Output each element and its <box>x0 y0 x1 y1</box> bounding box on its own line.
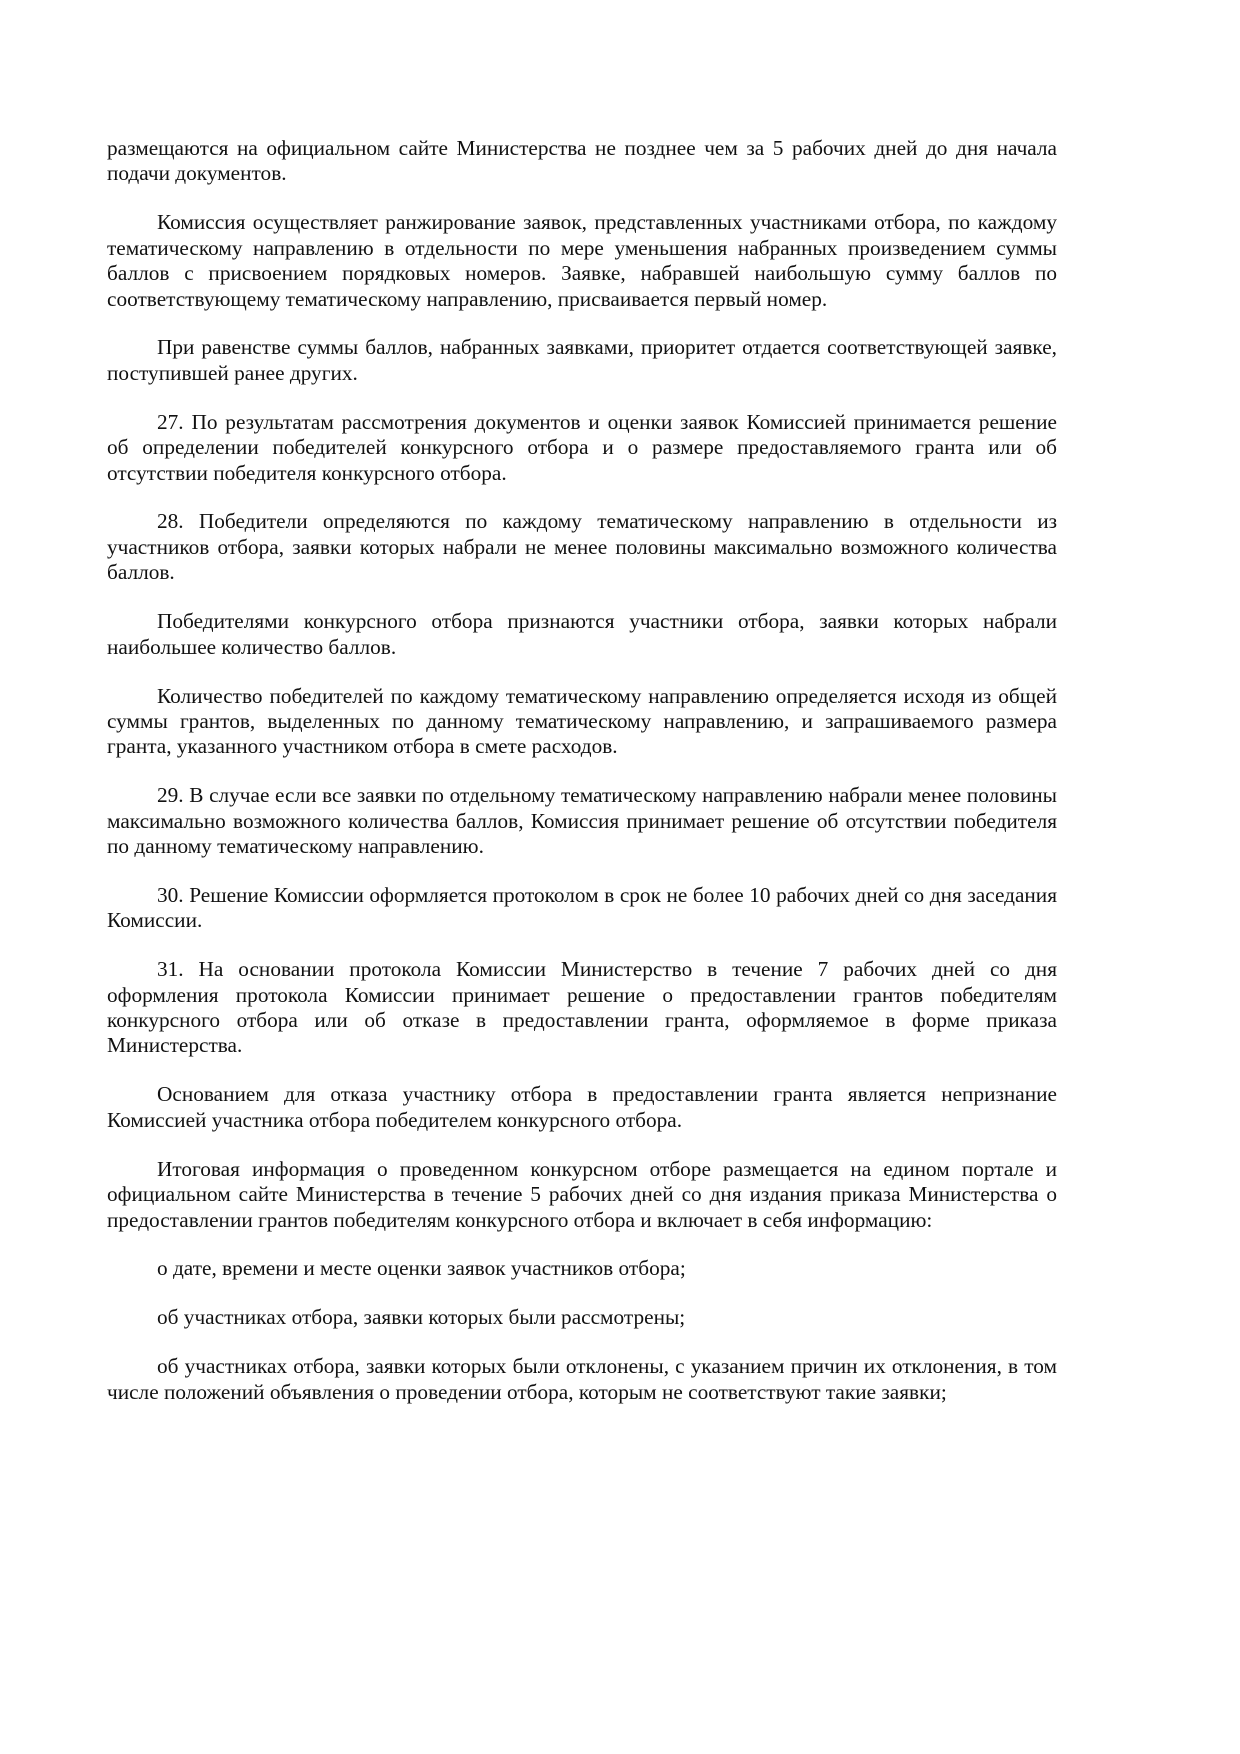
paragraph-winners: Победителями конкурсного отбора признаются участники отбора, заявки которых набрали наибольшее количество баллов. <box>107 609 1057 659</box>
paragraph-ranking: Комиссия осуществляет ранжирование заявок, представленных участниками отбора, по каждому тематическому направлению в отдельности по мере уменьшения набранных произведением суммы баллов с присвоением порядковых номеров. Заявке, набравшей наибольшую сумму баллов по соответствующему тематическому направлению, присваивается первый номер. <box>107 210 1057 311</box>
paragraph-clause-31: 31. На основании протокола Комиссии Министерство в течение 7 рабочих дней со дня оформления протокола Комиссии принимает решение о предоставлении грантов победителям конкурсного отбора или об отказе в предоставлении гранта, оформляемое в форме приказа Министерства. <box>107 957 1057 1058</box>
paragraph-clause-27: 27. По результатам рассмотрения документов и оценки заявок Комиссией принимается решение об определении победителей конкурсного отбора и о размере предоставляемого гранта или об отсутствии победителя конкурсного отбора. <box>107 409 1057 485</box>
paragraph-equal-scores: При равенстве суммы баллов, набранных заявками, приоритет отдается соответствующей заявке, поступившей ранее других. <box>107 335 1057 385</box>
list-item-date-time-place: о дате, времени и месте оценки заявок участников отбора; <box>157 1256 686 1281</box>
paragraph-winners-count: Количество победителей по каждому тематическому направлению определяется исходя из общей суммы грантов, выделенных по данному тематическому направлению, и запрашиваемого размера гранта, указанного участником отбора в смете расходов. <box>107 683 1057 759</box>
paragraph-clause-30: 30. Решение Комиссии оформляется протоколом в срок не более 10 рабочих дней со дня заседания Комиссии. <box>107 882 1057 933</box>
list-item-reviewed-participants: об участниках отбора, заявки которых были рассмотрены; <box>157 1305 686 1330</box>
paragraph-continuation: размещаются на официальном сайте Министерства не позднее чем за 5 рабочих дней до дня начала подачи документов. <box>107 136 1057 186</box>
list-item-rejected-participants: об участниках отбора, заявки которых были отклонены, с указанием причин их отклонения, в том числе положений объявления о проведении отбора, которым не соответствуют такие заявки; <box>107 1354 1057 1404</box>
paragraph-clause-28: 28. Победители определяются по каждому тематическому направлению в отдельности из участников отбора, заявки которых набрали не менее половины максимально возможного количества баллов. <box>107 509 1057 585</box>
paragraph-clause-29: 29. В случае если все заявки по отдельному тематическому направлению набрали менее половины максимально возможного количества баллов, Комиссия принимает решение об отсутствии победителя по данному тематическому направлению. <box>107 783 1057 859</box>
paragraph-final-info: Итоговая информация о проведенном конкурсном отборе размещается на едином портале и официальном сайте Министерства в течение 5 рабочих дней со дня издания приказа Министерства о предоставлении грантов победителям конкурсного отбора и включает в себя информацию: <box>107 1156 1057 1232</box>
paragraph-refusal-basis: Основанием для отказа участнику отбора в предоставлении гранта является непризнание Комиссией участника отбора победителем конкурсного отбора. <box>107 1082 1057 1132</box>
document-page <box>107 136 1057 1429</box>
